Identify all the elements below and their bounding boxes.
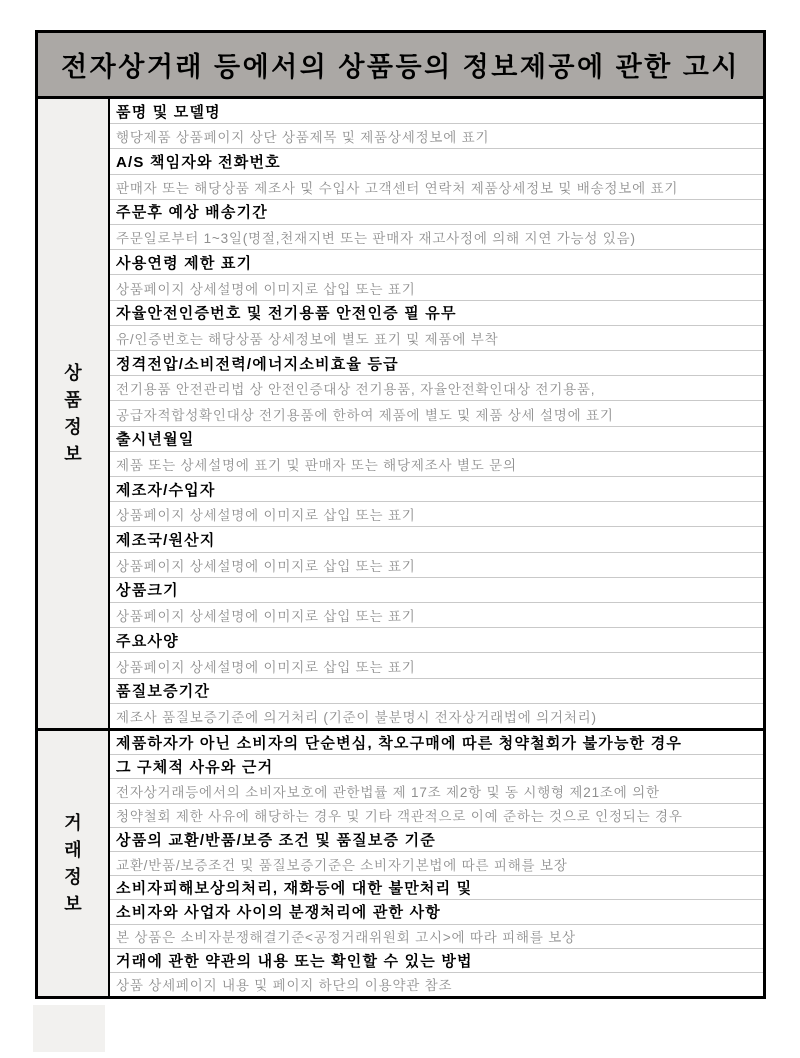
item-title-row: A/S 책임자와 전화번호 — [110, 149, 763, 174]
section-label-char: 정 — [64, 866, 82, 887]
table-body — [38, 99, 763, 996]
item-title-row: 주문후 예상 배송기간 — [110, 200, 763, 225]
item-title-row: 소비자피해보상의처리, 재화등에 대한 불만처리 및 — [110, 876, 763, 900]
item-detail-row: 전자상거래등에서의 소비자보호에 관한법률 제 17조 제2항 및 동 시행형 제21조에 의한 — [110, 779, 763, 803]
item-detail-row: 본 상품은 소비자분쟁해결기준<공정거래위원회 고시>에 따라 피해를 보상 — [110, 925, 763, 949]
page-title: 전자상거래 등에서의 상품등의 정보제공에 관한 고시 — [38, 33, 763, 99]
item-title-row: 거래에 관한 약관의 내용 또는 확인할 수 있는 방법 — [110, 949, 763, 973]
item-detail-row: 유/인증번호는 해당상품 상세정보에 별도 표기 및 제품에 부착 — [110, 326, 763, 351]
item-title-row: 정격전압/소비전력/에너지소비효율 등급 — [110, 351, 763, 376]
item-detail-row: 교환/반품/보증조건 및 품질보증기준은 소비자기본법에 따른 피해를 보장 — [110, 852, 763, 876]
section-transaction-info — [38, 728, 763, 996]
item-detail-row: 상품페이지 상세설명에 이미지로 삽입 또는 표기 — [110, 553, 763, 578]
section-label-char: 보 — [64, 443, 82, 464]
item-title-row: 제조자/수입자 — [110, 477, 763, 502]
section-label-char: 래 — [64, 839, 82, 860]
section-label-char: 정 — [64, 416, 82, 437]
item-detail-row: 상품페이지 상세설명에 이미지로 삽입 또는 표기 — [110, 275, 763, 300]
item-title-row: 상품의 교환/반품/보증 조건 및 품질보증 기준 — [110, 828, 763, 852]
notice-table — [35, 30, 766, 999]
left-margin-strip — [33, 1005, 105, 1052]
item-detail-row: 상품페이지 상세설명에 이미지로 삽입 또는 표기 — [110, 603, 763, 628]
section-rows — [110, 99, 763, 728]
item-detail-row: 행당제품 상품페이지 상단 상품제목 및 제품상세정보에 표기 — [110, 124, 763, 149]
item-title-row: 소비자와 사업자 사이의 분쟁처리에 관한 사항 — [110, 900, 763, 924]
item-title-row: 자율안전인증번호 및 전기용품 안전인증 필 유무 — [110, 301, 763, 326]
section-label-char: 거 — [64, 812, 82, 833]
section-rows — [110, 731, 763, 996]
item-title-row: 제조국/원산지 — [110, 527, 763, 552]
item-detail-row: 제품 또는 상세설명에 표기 및 판매자 또는 해당제조사 별도 문의 — [110, 452, 763, 477]
section-label-char: 상 — [64, 362, 82, 383]
section-label-char: 보 — [64, 893, 82, 914]
item-title-row: 출시년월일 — [110, 427, 763, 452]
item-detail-row: 상품페이지 상세설명에 이미지로 삽입 또는 표기 — [110, 653, 763, 678]
item-detail-row: 청약철회 제한 사유에 해당하는 경우 및 기타 객관적으로 이예 준하는 것으로 인정되는 경우 — [110, 804, 763, 828]
item-title-row: 그 구체적 사유와 근거 — [110, 755, 763, 779]
item-detail-row: 제조사 품질보증기준에 의거처리 (기준이 불분명시 전자상거래법에 의거처리) — [116, 709, 597, 725]
item-title-row: 주요사양 — [110, 628, 763, 653]
section-label-transaction-info — [38, 731, 110, 996]
item-detail-row: 판매자 또는 해당상품 제조사 및 수입사 고객센터 연락처 제품상세정보 및 배송정보에 표기 — [110, 175, 763, 200]
item-detail-row: 상품페이지 상세설명에 이미지로 삽입 또는 표기 — [110, 502, 763, 527]
section-product-info — [38, 99, 763, 728]
item-title-row: 상품크기 — [110, 578, 763, 603]
item-title-row: 품질보증기간 — [110, 679, 763, 704]
item-detail-row: 전기용품 안전관리법 상 안전인증대상 전기용품, 자율안전확인대상 전기용품, — [110, 376, 763, 401]
item-title-row: 품명 및 모델명 — [110, 99, 763, 124]
item-detail-row: 주문일로부터 1~3일(명절,천재지변 또는 판매자 재고사정에 의해 지연 가능성 있음) — [110, 225, 763, 250]
item-detail-row: 상품 상세페이지 내용 및 페이지 하단의 이용약관 참조 — [116, 978, 453, 994]
section-label-product-info — [38, 99, 110, 728]
item-title-row: 제품하자가 아닌 소비자의 단순변심, 착오구매에 따른 청약철회가 불가능한 경우 — [110, 731, 763, 755]
section-label-char: 품 — [64, 389, 82, 410]
item-title-row: 사용연령 제한 표기 — [110, 250, 763, 275]
item-detail-row: 공급자적합성확인대상 전기용품에 한하여 제품에 별도 및 제품 상세 설명에 표기 — [110, 401, 763, 426]
